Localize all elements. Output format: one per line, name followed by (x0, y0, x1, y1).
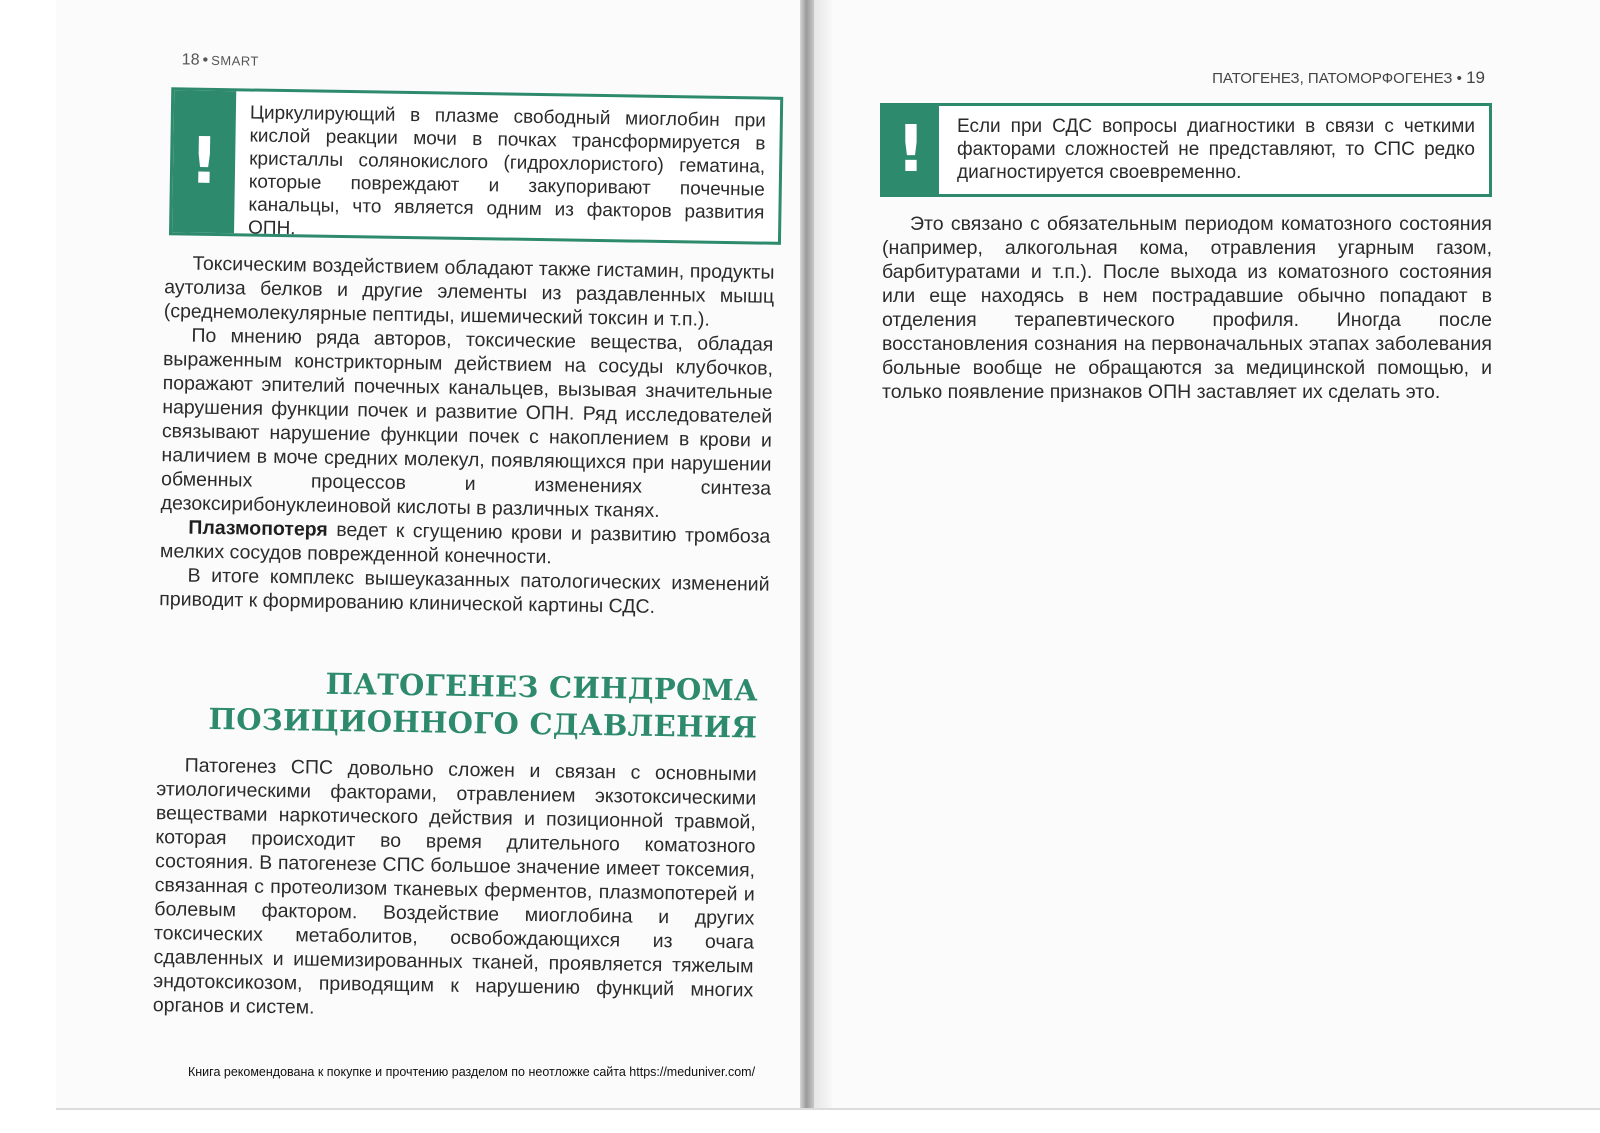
right-notice-bar (883, 106, 939, 194)
right-separator: • (1456, 70, 1462, 87)
left-section-body (153, 753, 757, 1026)
footer-note: Книга рекомендована к покупке и прочтению разделом по неотложке сайта https://meduniver.com/ (188, 1065, 756, 1079)
book-gutter (800, 0, 814, 1110)
right-page (882, 0, 1525, 1110)
paragraph: Токсическим воздействием обладают также гистамин, продукты аутолиза белков и другие элементы из раздавленных мышц (среднемолекулярные пептиды, ишемический токсин и т.п.). (163, 252, 775, 331)
left-page (141, 0, 798, 1115)
paragraph: Патогенез СПС довольно сложен и связан с основными этиологическими факторами, отравлением экзотоксическими веществами наркотического действия и позиционной травмой, которая происходит во время длительного коматозного состояния. В патогенезе СПС большое значение имеет токсемия, связанная с протеолизом тканевых ферментов, плазмопотерей и болевым фактором. Воздействие миоглобина и других токсических метаболитов, освобождающихся из очага сдавленных и ишемизированных тканей, проявляется тяжелым эндотоксикозом, приводящим к нарушению функций многих органов и систем. (152, 754, 757, 1019)
right-notice-box (880, 103, 1492, 197)
paragraph: По мнению ряда авторов, токсические вещества, обладая выраженным констрикторным действием на сосуды клубочков, поражают эпителий почечных канальцев, вызывая значительные нарушения функции почек и развитие ОПН. Ряд исследователей связывают нарушение функции почек с накоплением в крови и наличием в моче средних молекул, появляющихся при нарушении обменных процессов и изменениях синтеза дезоксирибонуклеиновой кислоты в различных тканях. (160, 324, 774, 522)
left-body-text (159, 251, 775, 621)
paragraph-rest: ведет к сгущению крови и развитию тромбоза мелких сосудов поврежденной конечности. (159, 518, 771, 569)
left-page-number: 18 (181, 51, 200, 69)
right-notice-text: Если при СДС вопросы диагностики в связи с четкими факторами сложностей не представляют, то СПС редко диагностируется своевременно. (957, 116, 1475, 183)
right-page-number: 19 (1466, 68, 1485, 87)
section-title-line: ПАТОГЕНЕЗ СИНДРОМА (325, 666, 759, 708)
brand-label: SMART (211, 52, 260, 69)
book-gutter-shadow (814, 0, 832, 1110)
exclamation-icon: ! (896, 113, 926, 187)
right-running-head (1212, 68, 1485, 88)
left-separator: • (202, 51, 209, 69)
left-running-head (182, 51, 259, 70)
paragraph: Это связано с обязательным периодом коматозного состояния (например, алкогольная кома, отравления угарным газом, барбитуратами и т.п.). После выхода из коматозного состояния или еще находясь в нем пострадавшие обычно попадают в отделения терапевтического профиля. Иногда после восстановления сознания на первоначальных этапах заболевания больные вообще не обращаются за медицинской помощью, и только появление признаков ОПН заставляет их сделать это. (882, 213, 1492, 403)
paragraph: В итоге комплекс вышеуказанных патологических изменений приводит к формированию клинической картины СДС. (159, 564, 770, 618)
running-head-title: ПАТОГЕНЕЗ, ПАТОМОРФОГЕНЕЗ (1212, 70, 1453, 87)
section-title (208, 664, 758, 747)
left-notice-text: Циркулирующий в плазме свободный миоглобин при кислой реакции мочи в почках трансформируется в кристаллы солянокислого (гидрохлористого) гематина, которые повреждают и закупоривают почечные канальцы, что является одним из факторов развития ОПН. (247, 102, 767, 240)
left-notice-bar (172, 90, 236, 233)
left-notice-box (169, 87, 783, 245)
exclamation-icon: ! (188, 124, 220, 200)
right-body-text (882, 212, 1492, 404)
bold-term: Плазмопотеря (188, 516, 328, 541)
section-title-line: ПОЗИЦИОННОГО СДАВЛЕНИЯ (208, 701, 758, 745)
